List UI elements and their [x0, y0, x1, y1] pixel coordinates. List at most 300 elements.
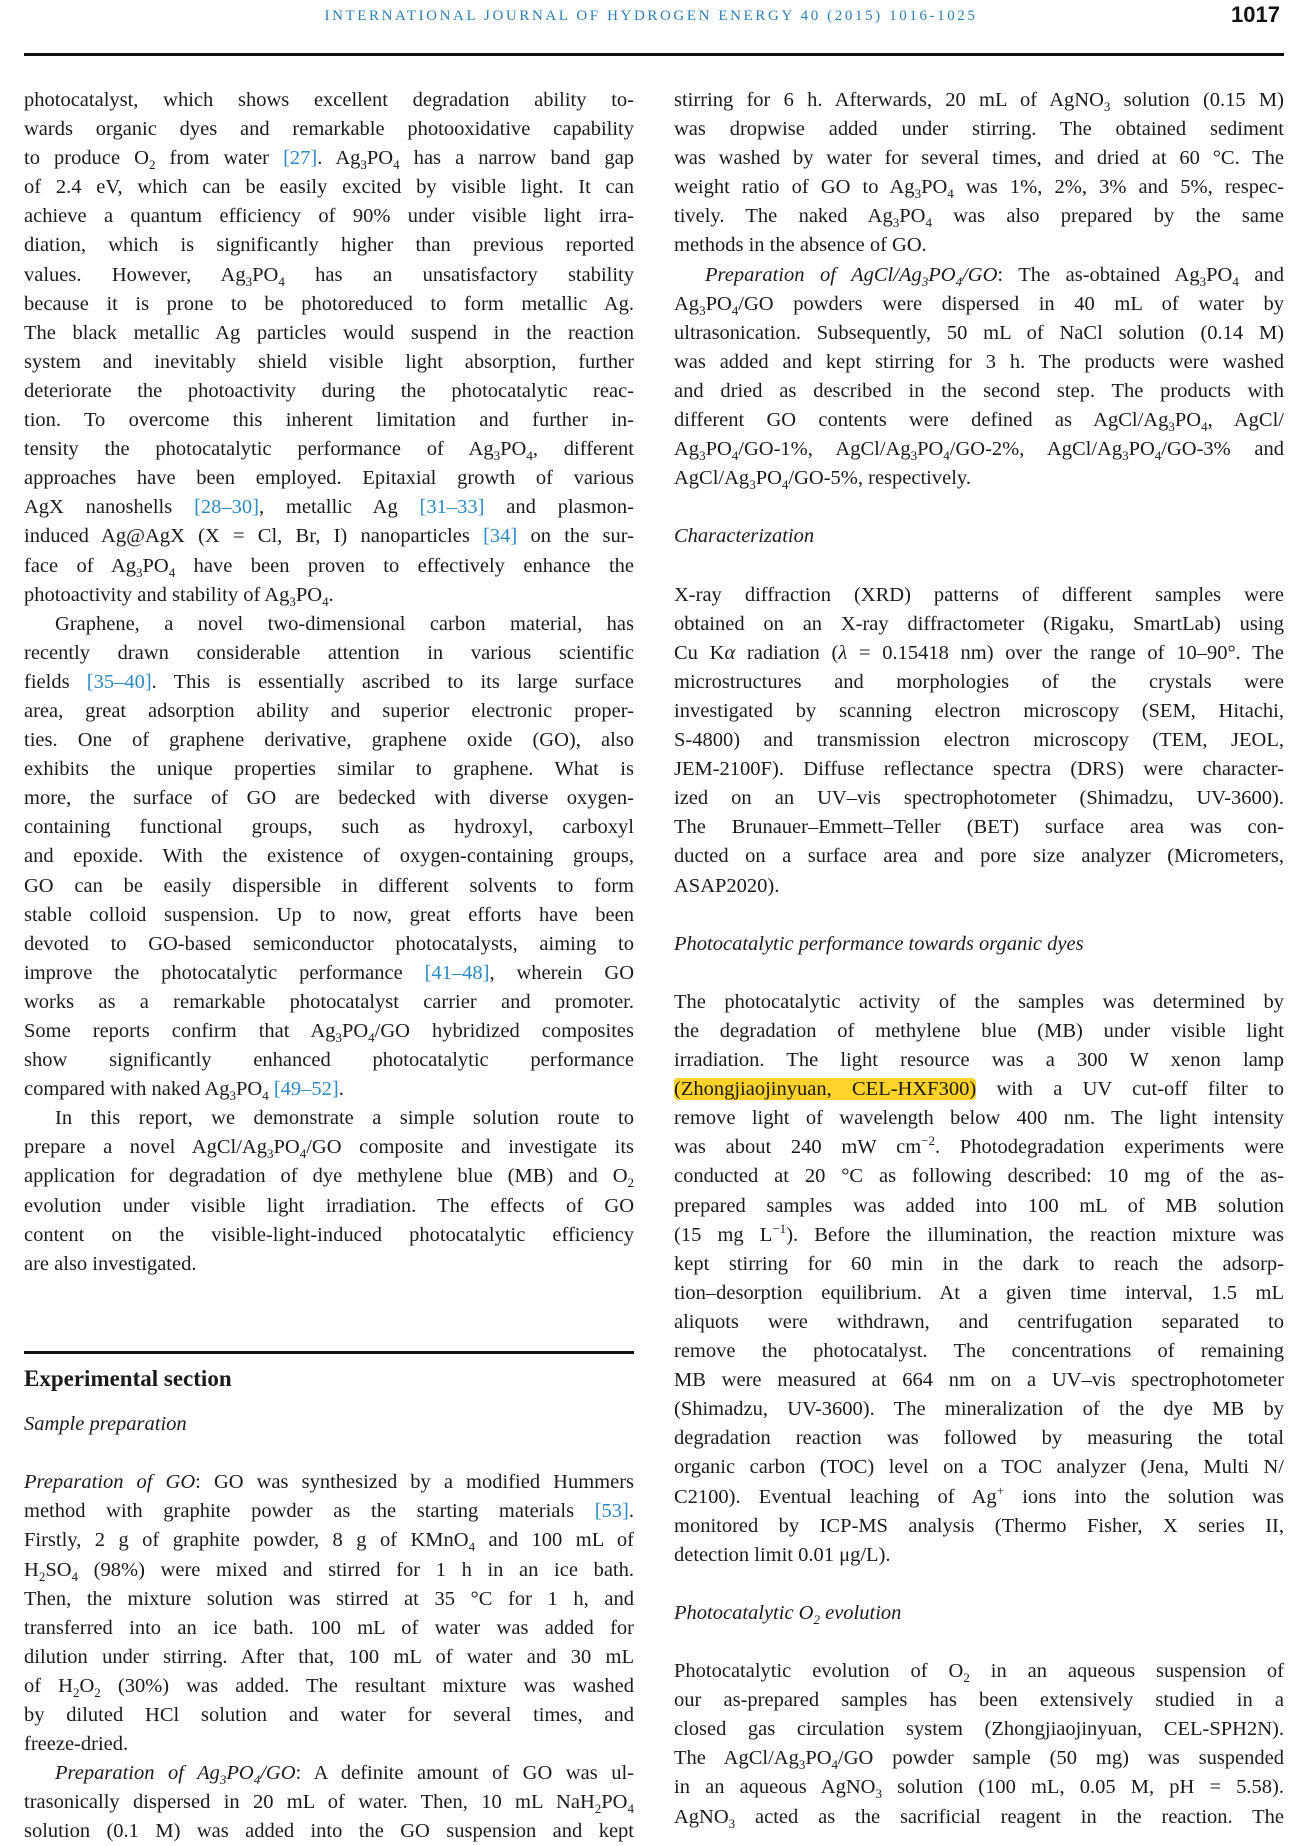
text-line — [24, 1192, 634, 1221]
text-run: PO — [601, 1791, 628, 1814]
text-line — [674, 1104, 1284, 1133]
subsection-heading — [674, 1599, 1284, 1628]
text-run: are also investigated. — [24, 1252, 197, 1275]
text-run: compared with naked Ag — [24, 1078, 230, 1101]
text-line — [674, 86, 1284, 115]
text-run: solution (0.1 M) was added into the GO suspension and kept — [24, 1820, 634, 1843]
text-run: Ag — [674, 438, 700, 461]
text-run: . This is essentially ascribed to its large surface — [151, 670, 635, 693]
subscript: 4 — [253, 1772, 261, 1788]
text-line — [674, 1250, 1284, 1279]
text-run: freeze-dried. — [24, 1733, 129, 1756]
text-line — [24, 522, 634, 551]
italic-text: /GO — [962, 263, 998, 286]
text-run: with a UV cut-off filter to — [976, 1078, 1284, 1101]
subsection-heading: Photocatalytic performance towards organic dyes — [674, 932, 1084, 955]
text-line — [24, 755, 634, 784]
text-run: tensity the photocatalytic performance of Ag — [24, 438, 494, 461]
text-run: monitored by ICP-MS analysis (Thermo Fisher, X series II, — [674, 1514, 1284, 1537]
text-run: In this report, we demonstrate a simple solution route to — [55, 1107, 634, 1130]
text-line — [674, 202, 1284, 231]
spacer — [674, 901, 1284, 930]
text-line — [674, 1395, 1284, 1424]
text-run: MB were measured at 664 nm on a UV–vis spectrophotometer — [674, 1369, 1284, 1392]
subscript: 4 — [168, 564, 176, 580]
subscript: 3 — [289, 593, 296, 609]
text-run: ties. One of graphene derivative, graphene oxide (GO), also — [24, 729, 634, 752]
text-line — [24, 144, 634, 173]
text-run: solution (100 mL, 0.05 M, pH = 5.58). — [881, 1776, 1284, 1799]
text-line — [674, 784, 1284, 813]
text-line — [24, 1017, 634, 1046]
subscript: 4 — [1201, 419, 1208, 435]
text-run: dilution under stirring. After that, 100 mL of water and 30 mL — [24, 1645, 634, 1668]
text-run: induced Ag@AgX (X = Cl, Br, I) nanoparticles — [24, 525, 484, 548]
text-line — [24, 813, 634, 842]
text-run: PO — [341, 1020, 369, 1042]
text-run: ized on an UV–vis spectrophotometer (Shimadzu, UV-3600). — [674, 787, 1284, 810]
subscript: 4 — [1232, 273, 1239, 289]
text-run: in an aqueous suspension of — [969, 1660, 1284, 1683]
subscript: 3 — [699, 302, 706, 318]
text-line — [674, 319, 1284, 348]
text-run: /GO-5%, respectively. — [788, 467, 971, 490]
text-run: Graphene, a novel two-dimensional carbon material, has — [55, 612, 634, 635]
superscript: −2 — [921, 1133, 935, 1149]
text-line — [674, 1773, 1284, 1802]
text-run: stirring for 6 h. Afterwards, 20 mL of AgNO — [674, 89, 1104, 111]
text-run: . — [338, 1078, 344, 1101]
text-run: by diluted HCl solution and water for several times, and — [24, 1703, 634, 1726]
text-line — [24, 202, 634, 231]
italic-text: λ — [838, 641, 848, 664]
text-run: S-4800) and transmission electron microscopy (TEM, JEOL, — [674, 729, 1284, 752]
subscript: 3 — [798, 1757, 806, 1773]
text-run: PO — [755, 467, 782, 490]
text-line — [674, 1686, 1284, 1715]
text-line — [674, 1744, 1284, 1773]
text-line — [24, 1162, 634, 1191]
text-run: . Ag — [317, 147, 361, 170]
text-run: and 100 mL of — [475, 1529, 634, 1552]
text-run: deteriorate the photoactivity during the photocatalytic reac- — [24, 379, 634, 402]
text-line — [24, 464, 634, 493]
text-run: to produce O — [24, 147, 149, 170]
text-run: solution (0.15 M) — [1110, 89, 1284, 111]
text-run: recently drawn considerable attention in various scientific — [24, 641, 634, 664]
text-line — [674, 639, 1284, 668]
text-line — [24, 290, 634, 319]
text-run: PO — [899, 205, 926, 228]
text-run: exhibits the unique properties similar to graphene. What is — [24, 758, 634, 781]
text-line — [24, 1497, 634, 1526]
text-line — [674, 581, 1284, 610]
text-run: PO — [273, 1136, 300, 1159]
text-line — [24, 261, 634, 290]
text-run: : The as-obtained Ag — [997, 263, 1200, 286]
text-run: area, great adsorption ability and superior electronic proper- — [24, 699, 634, 722]
text-run: /GO powders were dispersed in 40 mL of water by — [738, 292, 1284, 315]
subscript: 4 — [1154, 448, 1162, 464]
spacer — [24, 1439, 634, 1468]
text-line — [24, 930, 634, 959]
text-run: wards organic dyes and remarkable photooxidative capability — [24, 118, 634, 141]
text-run: and epoxide. With the existence of oxygen-containing groups, — [24, 845, 634, 868]
subscript: 4 — [731, 448, 739, 464]
text-run: evolution — [819, 1601, 902, 1624]
text-run: X-ray diffraction (XRD) patterns of different samples were — [674, 583, 1284, 606]
right-column — [674, 86, 1284, 1832]
subscript: 4 — [262, 1088, 269, 1104]
text-run: fields — [24, 670, 87, 693]
text-line — [24, 1046, 634, 1075]
text-line — [674, 377, 1284, 406]
page-number: 1017 — [1231, 2, 1280, 27]
text-run: , AgCl/ — [1207, 409, 1284, 432]
text-line — [24, 1221, 634, 1250]
text-run: ASAP2020). — [674, 874, 780, 897]
text-run: trasonically dispersed in 20 mL of water. Then, 10 mL NaH — [24, 1791, 595, 1814]
text-line — [24, 784, 634, 813]
text-run: Ag — [674, 292, 700, 315]
subscript: 3 — [266, 1146, 274, 1162]
text-run: AgCl/Ag — [674, 467, 750, 490]
text-line — [24, 1759, 634, 1788]
text-run: devoted to GO-based semiconductor photocatalysts, aiming to — [24, 932, 634, 955]
subscript: 3 — [892, 215, 900, 231]
text-run: radiation ( — [735, 641, 839, 664]
text-line — [674, 173, 1284, 202]
text-run: Cu K — [674, 641, 725, 664]
section-rule — [24, 1351, 634, 1354]
italic-text: α — [724, 641, 736, 664]
subscript: 3 — [360, 157, 367, 173]
text-run: : GO was synthesized by a modified Hummers — [195, 1471, 634, 1494]
text-line — [674, 464, 1284, 493]
subscript: 4 — [393, 157, 400, 173]
text-run: The Brunauer–Emmett–Teller (BET) surface area was con- — [674, 816, 1284, 839]
text-run: from water — [155, 147, 284, 170]
text-line — [674, 668, 1284, 697]
subscript: 3 — [1168, 419, 1175, 435]
text-line — [24, 988, 634, 1017]
text-run: detection limit 0.01 μg/L). — [674, 1543, 891, 1566]
text-run: conducted at 20 °C as following described: 10 mg of the as- — [674, 1165, 1284, 1188]
text-line — [24, 959, 634, 988]
spacer — [674, 959, 1284, 988]
subscript: 3 — [699, 448, 706, 464]
text-line — [24, 581, 634, 610]
text-line — [24, 1133, 634, 1162]
text-line — [674, 988, 1284, 1017]
text-run: was about 240 mW cm — [674, 1136, 922, 1159]
subscript: 4 — [947, 186, 954, 202]
text-line — [674, 231, 1284, 260]
text-run: /GO-1%, AgCl/Ag — [738, 438, 911, 461]
text-run: PO — [366, 147, 394, 170]
text-run: was washed by water for several times, and dried at 60 °C. The — [674, 147, 1284, 170]
text-line — [674, 842, 1284, 871]
text-line — [24, 842, 634, 871]
text-run: different GO contents were defined as AgCl/Ag — [674, 409, 1169, 432]
text-line — [24, 1730, 634, 1759]
text-line — [674, 1279, 1284, 1308]
text-run: investigated by scanning electron microscopy (SEM, Hitachi, — [674, 699, 1284, 722]
text-run: transferred into an ice bath. 100 mL of water was added for — [24, 1616, 634, 1639]
text-line — [674, 1453, 1284, 1482]
text-line — [24, 697, 634, 726]
subscript: 3 — [910, 448, 918, 464]
text-run: PO — [705, 438, 732, 461]
text-line — [24, 1672, 634, 1701]
text-run: works as a remarkable photocatalyst carrier and promoter. — [24, 990, 634, 1013]
text-run: H — [24, 1558, 39, 1581]
text-run: PO — [236, 1078, 263, 1101]
text-run: achieve a quantum efficiency of 90% under visible light irra- — [24, 205, 634, 228]
citation-link[interactable]: [53] — [594, 1500, 629, 1523]
text-run: O — [79, 1674, 95, 1697]
subscript: 2 — [72, 1684, 80, 1700]
text-run: the degradation of methylene blue (MB) under visible light — [674, 1020, 1284, 1042]
spacer — [24, 1279, 634, 1308]
text-run: approaches have been employed. Epitaxial growth of various — [24, 467, 634, 490]
text-line — [674, 1803, 1284, 1832]
citation-link[interactable]: [28–30] — [194, 496, 259, 519]
subscript: 3 — [1199, 273, 1207, 289]
text-run: remove light of wavelength below 400 nm. The light intensity — [674, 1107, 1284, 1130]
text-run: /GO hybridized composites — [374, 1020, 634, 1042]
text-run: containing functional groups, such as hydroxyl, carboxyl — [24, 816, 634, 839]
text-run: . Photodegradation experiments were — [934, 1136, 1284, 1159]
text-line — [24, 639, 634, 668]
text-line — [24, 406, 634, 435]
subscript: 2 — [38, 1568, 46, 1584]
text-line — [674, 1221, 1284, 1250]
citation-link[interactable]: [35–40] — [86, 670, 152, 693]
subscript: 4 — [943, 448, 950, 464]
text-run: PO — [252, 263, 279, 286]
text-line — [674, 755, 1284, 784]
spacer — [674, 1570, 1284, 1599]
text-run: obtained on an X-ray diffractometer (Rigaku, SmartLab) using — [674, 612, 1284, 635]
section-heading: Experimental section — [24, 1366, 232, 1392]
text-line — [24, 1104, 634, 1133]
subscript: 4 — [468, 1539, 476, 1555]
text-run: (15 mg L — [674, 1223, 773, 1246]
text-run: . — [328, 583, 334, 606]
text-run: Photocatalytic O — [674, 1601, 814, 1624]
text-run: was added and kept stirring for 3 h. The products were washed — [674, 350, 1284, 373]
text-run: ultrasonication. Subsequently, 50 mL of NaCl solution (0.14 M) — [674, 321, 1284, 344]
subscript: 2 — [627, 1175, 634, 1191]
text-run: PO — [805, 1747, 832, 1770]
text-line — [674, 726, 1284, 755]
text-line — [674, 1424, 1284, 1453]
text-line — [24, 231, 634, 260]
text-run: PO — [1128, 438, 1155, 461]
text-run: : A definite amount of GO was ul- — [295, 1762, 634, 1785]
text-run: ions into the solution was — [1004, 1485, 1284, 1508]
subscript: 4 — [627, 1801, 634, 1817]
text-run: show significantly enhanced photocatalytic performance — [24, 1049, 634, 1072]
text-run: = 0.15418 nm) over the range of 10–90°. The — [847, 641, 1284, 664]
text-line — [674, 1541, 1284, 1570]
text-run: C2100). Eventual leaching of Ag — [674, 1485, 997, 1508]
text-run: The AgCl/Ag — [674, 1747, 799, 1770]
text-run: Photocatalytic evolution of O — [674, 1660, 964, 1683]
text-run: (Shimadzu, UV-3600). The mineralization of the dye MB by — [674, 1398, 1284, 1421]
text-line — [674, 610, 1284, 639]
text-run: application for degradation of dye methylene blue (MB) and O — [24, 1165, 628, 1188]
subscript: 4 — [299, 1146, 307, 1162]
citation-link[interactable]: [34] — [483, 525, 518, 548]
text-run: kept stirring for 60 min in the dark to reach the adsorp- — [674, 1252, 1284, 1275]
subscript: 4 — [925, 215, 932, 231]
text-run: PO — [295, 583, 323, 606]
citation-link[interactable]: [31–33] — [419, 496, 485, 519]
text-run: (98%) were mixed and stirred for 1 h in an ice bath. — [78, 1558, 634, 1581]
text-line — [24, 115, 634, 144]
subscript: 2 — [148, 157, 156, 173]
spacer — [674, 552, 1284, 581]
subscript: 2 — [813, 1611, 820, 1627]
subscript: 4 — [322, 593, 329, 609]
citation-link[interactable]: [27] — [283, 147, 318, 170]
subscript: 3 — [219, 1772, 227, 1788]
subscript: 3 — [749, 477, 756, 493]
text-line — [674, 406, 1284, 435]
text-run: , different — [532, 438, 634, 461]
spacer — [24, 1396, 634, 1410]
text-run: our as-prepared samples has been extensively studied in a — [674, 1689, 1284, 1712]
text-run: PO — [705, 292, 732, 315]
text-line — [674, 1133, 1284, 1162]
subscript: 4 — [955, 273, 963, 289]
text-line — [24, 668, 634, 697]
text-run: tively. The naked Ag — [674, 205, 893, 228]
subscript: 3 — [493, 448, 501, 464]
text-line — [674, 1512, 1284, 1541]
citation-link[interactable]: [49–52] — [273, 1078, 339, 1101]
text-line — [674, 697, 1284, 726]
subsection-heading: Characterization — [674, 525, 815, 548]
text-line — [24, 1556, 634, 1585]
highlighted-text: (Zhongjiaojinyuan, CEL-HXF300) — [674, 1078, 977, 1101]
text-run: irradiation. The light resource was a 300 W xenon lamp — [674, 1049, 1284, 1072]
text-run: GO can be easily dispersible in different solvents to form — [24, 874, 634, 897]
text-line — [24, 1614, 634, 1643]
text-run: /GO composite and investigate its — [306, 1136, 634, 1159]
text-line — [24, 173, 634, 202]
text-line — [24, 1701, 634, 1730]
text-run: prepare a novel AgCl/Ag — [24, 1136, 267, 1159]
text-run: prepared samples was added into 100 mL of MB solution — [674, 1194, 1284, 1217]
text-run: face of Ag — [24, 554, 136, 577]
text-run: Then, the mixture solution was stirred at 35 °C for 1 h, and — [24, 1587, 634, 1610]
text-run: (30%) was added. The resultant mixture was washed — [100, 1674, 634, 1697]
subscript: 2 — [963, 1670, 970, 1686]
text-line — [674, 1483, 1284, 1512]
text-line — [24, 1643, 634, 1672]
subscript: 4 — [831, 1757, 839, 1773]
text-line — [674, 1366, 1284, 1395]
text-run: tion–desorption equilibrium. At a given time interval, 1.5 mL — [674, 1281, 1284, 1304]
text-run: tion. To overcome this inherent limitation and further in- — [24, 409, 634, 432]
subscript: 3 — [245, 273, 253, 289]
text-run: and dried as described in the second step. The products with — [674, 379, 1284, 402]
text-line — [674, 290, 1284, 319]
subscript: 3 — [335, 1030, 342, 1046]
text-run: Firstly, 2 g of graphite powder, 8 g of KMnO — [24, 1529, 469, 1552]
text-line — [674, 261, 1284, 290]
italic-text: Preparation of Ag — [55, 1762, 220, 1785]
text-run: of H — [24, 1674, 73, 1697]
superscript: −1 — [772, 1220, 787, 1236]
text-line — [24, 1585, 634, 1614]
spacer — [674, 493, 1284, 522]
text-line — [674, 1162, 1284, 1191]
text-run: The black metallic Ag particles would suspend in the reaction — [24, 321, 634, 344]
text-run: /GO powder sample (50 mg) was suspended — [838, 1747, 1284, 1770]
text-run: evolution under visible light irradiation. The effects of GO — [24, 1194, 634, 1217]
text-line — [24, 1075, 634, 1104]
text-run: in an aqueous AgNO — [674, 1776, 876, 1799]
text-line — [24, 726, 634, 755]
text-line — [674, 1715, 1284, 1744]
subscript: 2 — [94, 1684, 101, 1700]
text-line — [24, 1250, 634, 1279]
text-line — [674, 1017, 1284, 1046]
subscript: 3 — [914, 186, 922, 202]
text-line — [674, 813, 1284, 842]
text-run: remove the photocatalyst. The concentrations of remaining — [674, 1340, 1284, 1363]
text-run: . — [628, 1500, 634, 1523]
text-run: photoactivity and stability of Ag — [24, 583, 290, 606]
text-run: was dropwise added under stirring. The obtained sediment — [674, 118, 1284, 141]
left-column — [24, 86, 634, 1846]
subscript: 3 — [1103, 99, 1111, 115]
text-line — [674, 1308, 1284, 1337]
text-line — [24, 552, 634, 581]
text-run: method with graphite powder as the starting materials — [24, 1500, 595, 1523]
text-run: AgX nanoshells — [24, 496, 195, 519]
text-run: methods in the absence of GO. — [674, 234, 927, 257]
text-run: , metallic Ag — [258, 496, 420, 519]
italic-text: PO — [226, 1762, 254, 1785]
text-run: weight ratio of GO to Ag — [674, 176, 915, 199]
text-line — [674, 115, 1284, 144]
text-run: ducted on a surface area and pore size analyzer (Micrometers, — [674, 845, 1284, 868]
text-run: of 2.4 eV, which can be easily excited by visible light. It can — [24, 176, 634, 199]
text-run: stable colloid suspension. Up to now, great efforts have been — [24, 903, 634, 926]
text-run: has a narrow band gap — [399, 147, 634, 170]
text-line — [674, 1075, 1284, 1104]
text-run: have been proven to effectively enhance the — [175, 554, 634, 577]
text-run: content on the visible-light-induced photocatalytic efficiency — [24, 1223, 634, 1246]
text-line — [24, 319, 634, 348]
spacer — [674, 1628, 1284, 1657]
text-line — [24, 86, 634, 115]
text-line — [24, 1526, 634, 1555]
text-line — [24, 1788, 634, 1817]
text-run: values. However, Ag — [24, 263, 246, 286]
text-line — [674, 348, 1284, 377]
citation-link[interactable]: [41–48] — [424, 961, 490, 984]
subscript: 4 — [71, 1568, 79, 1584]
header-rule — [24, 53, 1284, 56]
text-line — [674, 1337, 1284, 1366]
text-run: because it is prone to be photoreduced to form metallic Ag. — [24, 292, 634, 315]
